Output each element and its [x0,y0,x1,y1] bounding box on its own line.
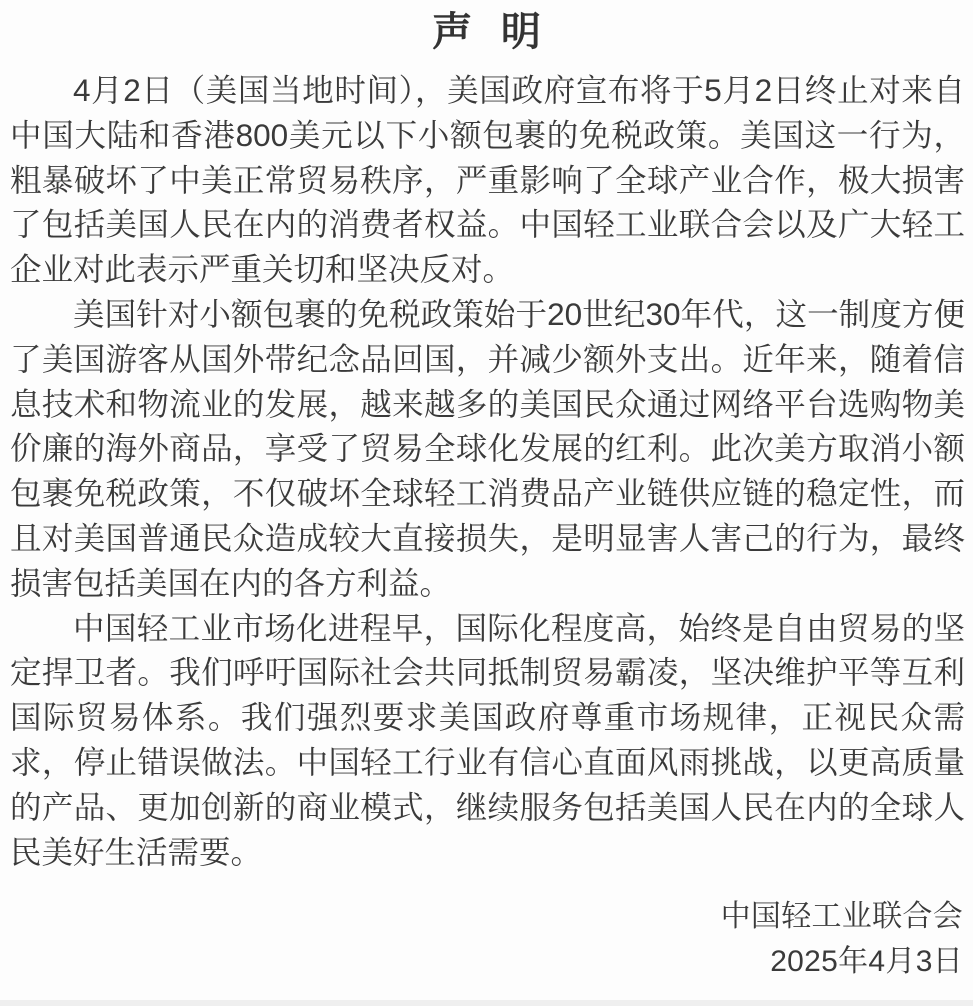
paragraph-3: 中国轻工业市场化进程早，国际化程度高，始终是自由贸易的坚定捍卫者。我们呼吁国际社会共同抵制贸易霸凌，坚决维护平等互利国际贸易体系。我们强烈要求美国政府尊重市场规律，正视民众需求，停止错误做法。中国轻工行业有信心直面风雨挑战，以更高质量的产品、更加创新的商业模式，继续服务包括美国人民在内的全球人民美好生活需要。 [10,609,965,870]
signature-block [721,894,963,984]
page-title: 声 明 [432,10,550,54]
document-body [0,56,973,874]
signature-date: 2025年4月3日 [770,945,963,978]
signature-organization: 中国轻工业联合会 [720,900,963,933]
paragraph-1: 4月2日（美国当地时间），美国政府宣布将于5月2日终止对来自中国大陆和香港800美元以下小额包裹的免税政策。美国这一行为，粗暴破坏了中美正常贸易秩序，严重影响了全球产业合作，极大损害了包括美国人民在内的消费者权益。中国轻工业联合会以及广大轻工企业对此表示严重关切和坚决反对。 [10,72,965,288]
bottom-edge-strip [0,1000,973,1006]
paragraph-2: 美国针对小额包裹的免税政策始于20世纪30年代，这一制度方便了美国游客从国外带纪念品回国，并减少额外支出。近年来，随着信息技术和物流业的发展，越来越多的美国民众通过网络平台选购物美价廉的海外商品，享受了贸易全球化发展的红利。此次美方取消小额包裹免税政策，不仅破坏全球轻工消费品产业链供应链的稳定性，而且对美国普通民众造成较大直接损失，是明显害人害己的行为，最终损害包括美国在内的各方利益。 [10,295,965,601]
